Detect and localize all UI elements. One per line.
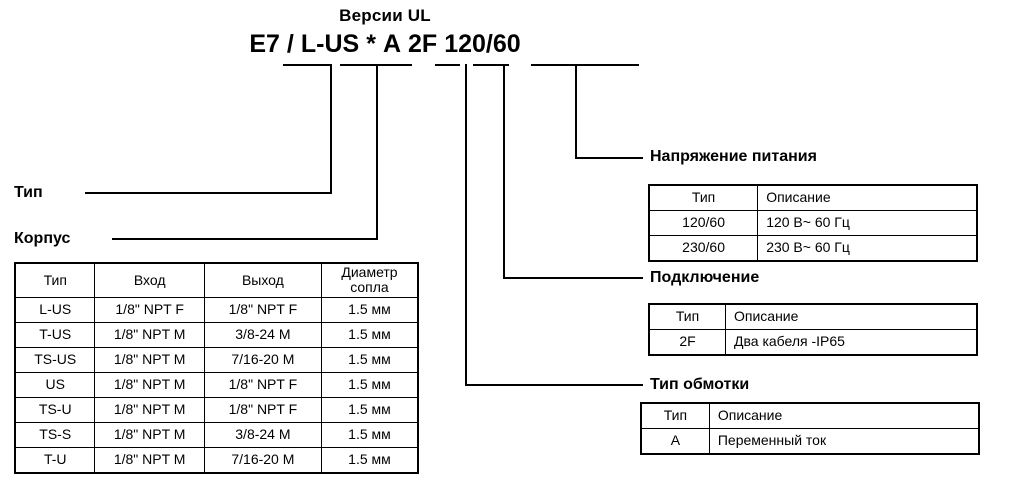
cell: 1.5 мм — [321, 372, 418, 397]
winding-table — [640, 402, 980, 455]
cell: 7/16-20 M — [204, 447, 321, 473]
winding-table-header-0: Тип — [641, 403, 709, 429]
cell: 1.5 мм — [321, 447, 418, 473]
cell: 1/8" NPT F — [204, 397, 321, 422]
table-row — [649, 236, 977, 262]
cell: TS-S — [15, 422, 95, 447]
table-row — [15, 447, 418, 473]
leader-voltage-vertical — [575, 64, 577, 159]
code-part-winding: A — [382, 30, 401, 58]
leader-winding-horizontal — [465, 384, 643, 386]
underline-voltage — [531, 64, 639, 66]
cell: 120/60 — [649, 211, 758, 236]
label-winding: Тип обмотки — [650, 376, 750, 393]
label-voltage: Напряжение питания — [650, 148, 817, 165]
cell: L-US — [15, 297, 95, 322]
leader-type-vertical — [330, 64, 332, 193]
table-row — [15, 372, 418, 397]
cell: 1/8" NPT M — [95, 372, 204, 397]
table-row — [649, 330, 977, 356]
leader-voltage-horizontal — [575, 157, 643, 159]
type-table-header-1: Вход — [95, 263, 204, 297]
type-table-header-0: Тип — [15, 263, 95, 297]
underline-winding — [435, 64, 460, 66]
voltage-table-header-0: Тип — [649, 185, 758, 211]
cell: 1.5 мм — [321, 297, 418, 322]
cell: T-US — [15, 322, 95, 347]
cell: 3/8-24 M — [204, 422, 321, 447]
cell: 1.5 мм — [321, 322, 418, 347]
table-header-row — [15, 263, 418, 297]
cell: 120 В~ 60 Гц — [758, 211, 977, 236]
leader-connection-vertical — [503, 64, 505, 279]
leader-type-horizontal — [85, 192, 332, 194]
cell: 7/16-20 M — [204, 347, 321, 372]
type-table-header-3 — [321, 263, 418, 297]
cell: TS-US — [15, 347, 95, 372]
page-title: Версии UL — [339, 6, 431, 25]
connection-table-header-1: Описание — [726, 304, 978, 330]
cell: Переменный ток — [709, 429, 979, 455]
cell: 2F — [649, 330, 726, 356]
cell: 1/8" NPT F — [204, 372, 321, 397]
table-header-row — [649, 185, 977, 211]
label-connection: Подключение — [650, 269, 760, 286]
cell: 1.5 мм — [321, 422, 418, 447]
cell: TS-U — [15, 397, 95, 422]
product-code-line — [0, 30, 770, 59]
cell: 230 В~ 60 Гц — [758, 236, 977, 262]
cell: 230/60 — [649, 236, 758, 262]
type-table-header-3-line2: сопла — [350, 279, 389, 296]
cell: A — [641, 429, 709, 455]
cell: 1/8" NPT M — [95, 422, 204, 447]
voltage-table — [648, 184, 978, 262]
code-part-body: L-US — [300, 30, 360, 58]
table-row — [15, 347, 418, 372]
cell: 1/8" NPT M — [95, 347, 204, 372]
winding-table-header-1: Описание — [709, 403, 979, 429]
cell: 3/8-24 M — [204, 322, 321, 347]
type-table-header-2: Выход — [204, 263, 321, 297]
cell: 1/8" NPT M — [95, 322, 204, 347]
table-row — [15, 297, 418, 322]
cell: 1/8" NPT M — [95, 447, 204, 473]
connection-table — [648, 303, 978, 356]
table-row — [641, 429, 979, 455]
cell: 1.5 мм — [321, 397, 418, 422]
leader-connection-horizontal — [503, 277, 643, 279]
code-part-asterisk: * — [366, 30, 376, 58]
code-part-connection: 2F — [408, 30, 438, 58]
cell: 1/8" NPT F — [95, 297, 204, 322]
label-type: Тип — [14, 184, 43, 201]
leader-body-horizontal — [112, 238, 378, 240]
voltage-table-header-1: Описание — [758, 185, 977, 211]
table-row — [15, 322, 418, 347]
table-row — [649, 211, 977, 236]
leader-body-vertical — [376, 64, 378, 239]
leader-winding-vertical — [465, 64, 467, 386]
underline-type — [283, 64, 331, 66]
cell: T-U — [15, 447, 95, 473]
cell: US — [15, 372, 95, 397]
cell: 1/8" NPT M — [95, 397, 204, 422]
code-separator: / — [286, 30, 294, 58]
connection-table-header-0: Тип — [649, 304, 726, 330]
type-table-header-3-line1: Диаметр — [341, 264, 398, 280]
type-table — [14, 262, 419, 474]
label-body: Корпус — [14, 230, 71, 247]
cell: 1/8" NPT F — [204, 297, 321, 322]
cell: Два кабеля -IP65 — [726, 330, 978, 356]
table-row — [15, 397, 418, 422]
code-part-voltage: 120/60 — [444, 30, 521, 58]
table-header-row — [641, 403, 979, 429]
table-row — [15, 422, 418, 447]
code-part-type: E7 — [249, 30, 280, 58]
cell: 1.5 мм — [321, 347, 418, 372]
table-header-row — [649, 304, 977, 330]
